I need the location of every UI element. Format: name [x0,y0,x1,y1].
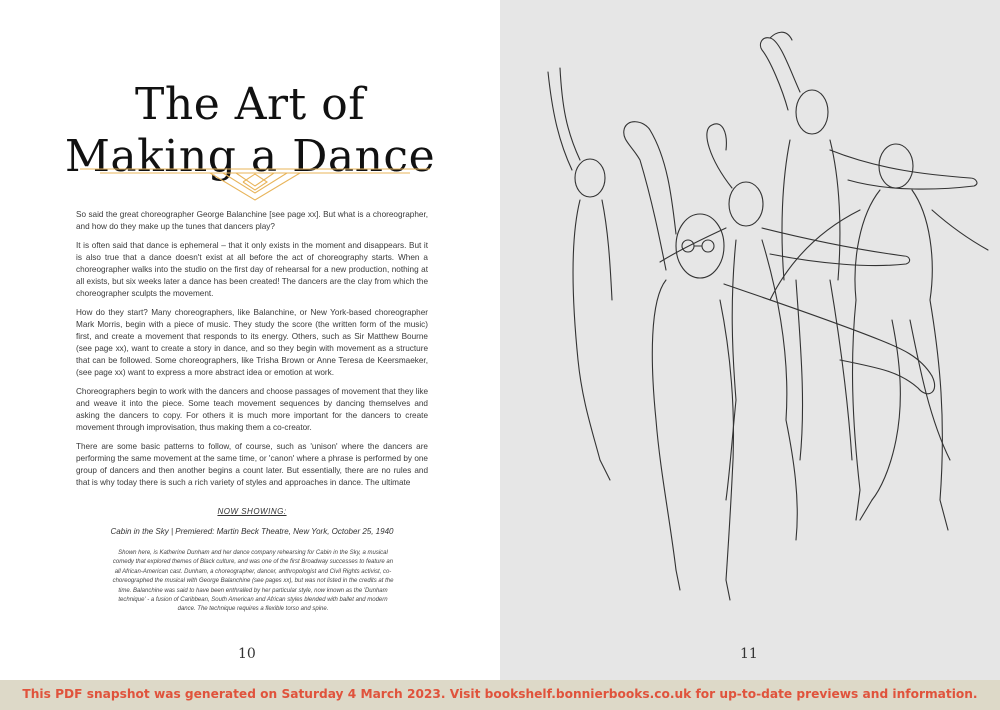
art-deco-ornament [80,160,430,204]
snapshot-footer-note: This PDF snapshot was generated on Saturday 4 March 2023. Visit bookshelf.bonnierbooks.co.uk for up-to-date previews and information. [0,680,1000,710]
premiere-line: Cabin in the Sky | Premiered: Martin Beck Theatre, New York, October 25, 1940 [110,527,394,536]
paragraph: Choreographers begin to work with the dancers and choose passages of movement that they like and weave it into the piece. Some teach movement sequences by dancing themselves and asking the dancers to copy. For others it is much more important for the dancers to create movement through improvisation, thus making them a co-creator. [76,387,428,432]
dancers-line-illustration [500,0,1000,680]
dancer-figure [770,144,988,530]
dancer-figure [760,32,977,460]
paragraph: So said the great choreographer George Balanchine [see page xx]. But what is a choreographer, and how do they make up the tunes that dancers play? [76,210,428,231]
now-showing-heading: NOW SHOWING: [217,507,287,516]
image-caption: Shown here, is Katherine Dunham and her dance company rehearsing for Cabin in the Sky, a musical comedy that explored themes of Black culture, and was one of the first Broadway successes to feature an all African-American cast. Dunham, a choreographer, dancer, anthropologist and Civil Rights activist, co-choreographed the musical with George Balanchine (see pages xx), but was not listed in the credits at the time. Balanchine was said to have been enthralled by her particular style, now known as the 'Dunham technique' - a fusion of Caribbean, South American and African styles blended with ballet and modern dance. The technique requires a flexible torso and spine. [112,550,394,613]
dancer-figure [548,68,612,480]
paragraph: There are some basic patterns to follow, of course, such as 'unison' where the dancers are performing the same movement at the same time, or 'canon' where a phrase is performed by one group of dancers and then another begins a count later. But essentially, there are no rules and that is why today there is such a rich variety of styles and approaches in dance. The ultimate [76,442,428,487]
paragraph: It is often said that dance is ephemeral – that it only exists in the moment and disappears. But it is also true that a dance doesn't exist at all before the act of choreography starts. When a choreographer walks into the studio on the first day of rehearsal for a new production, nothing at all exists, but six weeks later a dance has been created! The dancers are the clay from which the choreographer sculpts the movement. [76,241,428,298]
dancer-figure [660,124,910,540]
dancer-figure [624,122,935,600]
page-number-right: 11 [740,646,758,662]
page-number-left: 10 [238,646,256,662]
right-page [500,0,1000,680]
title-line-2: Making a Dance [64,131,436,183]
article-body [76,209,428,496]
dancer-figure [860,320,950,520]
paragraph: How do they start? Many choreographers, like Balanchine, or New York-based choreographer Mark Morris, begin with a piece of music. They study the score (the written form of the music) first, and create a movement that responds to its energy. Others, such as Sir Matthew Bourne (see page xx), want to create a story in dance, and so they begin with movement as a structure that can be followed. Some choreographers, like Trisha Brown or Anne Teresa de Keersmaeker, (see page xx) want to express a more abstract idea or emotion at work. [76,308,428,377]
title-line-1: The Art of [135,79,365,131]
left-page [0,0,500,680]
